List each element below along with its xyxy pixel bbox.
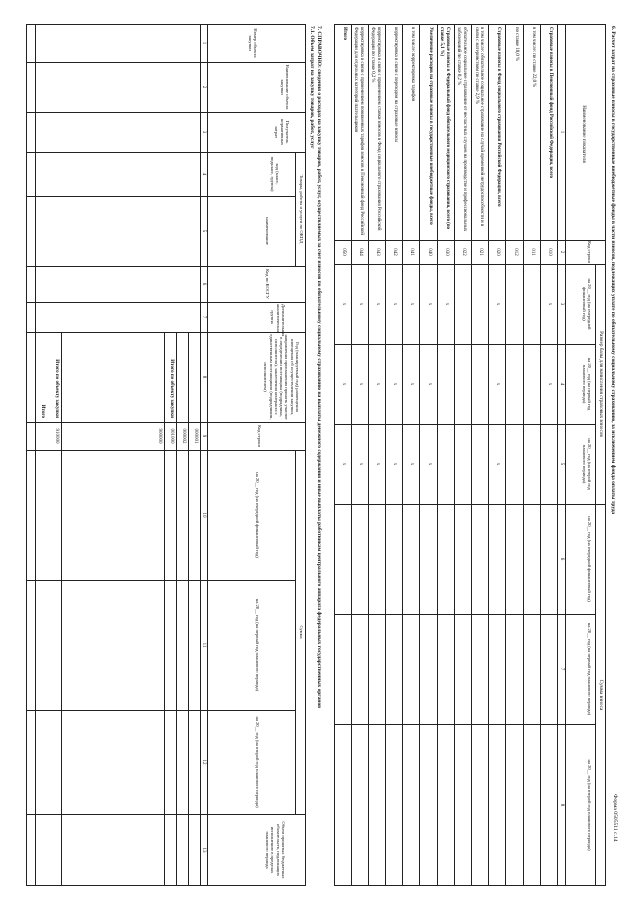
s7-row-code: 900000 (157, 428, 162, 444)
s6-row-name: корректировка в связи с применением пониженных тарифов взносов в Пенсионный фонд Российской Федерации для отдельных категорий плательщиков (353, 27, 364, 235)
s6-x-mark: х (357, 302, 363, 306)
s7-year-first: на 20__ год (на первый год планового периода) (255, 598, 260, 692)
s7-col-row-code: Код строки (257, 425, 262, 447)
s6-col-name-header: Наименование показателя (581, 105, 587, 163)
s6-group-rate: Размер базы для начисления страховых взносов (598, 331, 604, 437)
s7-row-code: 001000 (169, 428, 174, 444)
s6-row-name: в том числе: обязательное социальное страхование на случай временной нетрудоспособности и в связи с материнством по ставке 2,9 % (473, 27, 485, 227)
s6-row-name: в том числе: корректировка тарифов (410, 27, 416, 102)
s6-row-name: корректировка в связи с переходом на страховые взносы (393, 27, 399, 143)
s6-row-name: по ставке 10,0 % (513, 27, 519, 61)
s6-colnum: 1 (559, 130, 565, 134)
s7-col-need: Получатель нормативных затрат (274, 118, 290, 146)
s6-row-code: 011 (529, 248, 535, 256)
s7-col-year-plan: Год (планируемый год) размещения извещения об осуществлении закупки, направления приглашения принять участие в определении поставщика (подрядчика, исполнителя), заключения контракта с единственным поставщиком (подрядчиком, исполнителем) (263, 334, 300, 420)
s6-col-code-header: Код строки (587, 241, 592, 263)
s6-colnum: 4 (559, 382, 565, 386)
s6-colnum: 8 (559, 803, 565, 807)
s7-colnum: 1 (201, 41, 207, 45)
s6-x-mark: х (340, 382, 346, 386)
s7-row-code: 000002 (181, 428, 186, 444)
s6-group-sum: Сумма взноса (598, 679, 604, 711)
s6-row-name: в том числе: по ставке 22,0 % (530, 27, 536, 88)
s6-row-name: Страховые взносы в Пенсионный фонд Российской Федерации, всего (548, 27, 553, 178)
s7-colnum: 5 (201, 229, 207, 233)
s6-x-mark: х (547, 382, 552, 386)
s6-x-mark: х (392, 382, 398, 386)
s6-row-name: Итого (341, 27, 347, 40)
s7-colnum: 11 (201, 642, 207, 648)
s6-x-mark: х (392, 302, 398, 306)
s6-x-mark: х (375, 462, 380, 466)
form-code: Форма 0505511 с.14 (612, 794, 618, 842)
s6-row-code: 050 (340, 248, 346, 256)
s6-colnum: 5 (559, 462, 565, 466)
s6-row-code: 021 (478, 248, 484, 256)
s6-colnum: 7 (559, 667, 565, 671)
s7-colnum: 3 (201, 130, 207, 134)
s7-row-code: 000001 (193, 428, 198, 444)
s6-row-name: Увеличение расходов на страховые взносы в государственные внебюджетные фонды, всего (427, 27, 433, 225)
s6-row-code: 022 (461, 248, 466, 256)
s7-col-name-okpd: наименование (265, 217, 270, 245)
s7-total-label: Итого (40, 404, 45, 418)
s6-row-code: 043 (375, 248, 380, 256)
s6-x-mark: х (409, 302, 415, 306)
s6-year-second-1: на 20__ год (на второй год планового периода) (581, 438, 592, 490)
s6-x-mark: х (409, 382, 415, 386)
s7-col-obj-name: Наименование объекта закупки (279, 64, 290, 110)
section7-title: 7. СПРАВОЧНО: сведения о расходах на закупку товаров, работ, услуг, осуществляемых за счет взносов по обязательному социальному страхованию на выплаты денежного содержания и иные выплаты работникам центрального аппарата федеральных государственных органов (316, 26, 322, 709)
s7-total-label: Итого по объекту закупки (54, 359, 59, 418)
s7-col-extra-budget: Объем принятых бюджетных обязательств, подлежащих исполнению в пределах планового периода (265, 821, 286, 879)
s6-x-mark: х (495, 302, 501, 306)
s6-row-code: 042 (392, 248, 398, 256)
s7-col-code-okpd: код (класс, подкласс, группа) (269, 156, 280, 192)
s6-year-first-2: на 20__ год (на первый год планового периода) (587, 622, 592, 716)
s7-colnum: 8 (201, 375, 207, 379)
s6-x-mark: х (426, 462, 432, 466)
s7-colnum: 10 (201, 512, 207, 518)
s6-year-cur-1: на 20__ год (на очередной финансовый год) (581, 278, 592, 330)
s6-x-mark: х (547, 302, 552, 306)
s7-col-extra: Дополнительная аналитическая группа (270, 304, 286, 337)
s7-colnum: 7 (201, 315, 207, 319)
section7-subtitle: 7.1. Объем затрат на закупку товаров, работ, услуг (309, 26, 315, 149)
s7-colnum: 2 (201, 85, 207, 89)
s6-year-second-2: на 20__ год (на второй год планового периода) (587, 759, 592, 851)
s7-group-goods: Товары, работы и услуги по ОКПД (299, 174, 304, 244)
s7-col-obj-number: Номер объекта закупки (247, 28, 258, 58)
s7-colnum: 13 (201, 847, 207, 853)
s6-row-name: Страховые взносы в Фонд социального страхования Российской Федерации, всего (496, 27, 502, 207)
s6-x-mark: х (340, 302, 346, 306)
s6-x-mark: х (375, 302, 380, 306)
s6-x-mark: х (495, 462, 501, 466)
s6-row-name: Страховые взносы в Федеральный фонд обязательного медицинского страхования, всего (по ставке 5,1 %) (439, 27, 450, 229)
s6-x-mark: х (357, 462, 363, 466)
s6-colnum: 2 (559, 250, 565, 254)
s6-row-name: корректировка в связи с применением ставки взносов в Фонд социального страхования Российской Федерации по ставке 0,2 % (370, 27, 381, 231)
s6-row-code: 020 (495, 248, 501, 256)
section6-title: 6. Расчет затрат на страховые взносы в государственные внебюджетные фонды в части взносов, подлежащих уплате по обязательному социальному страхованию, за исключением фонда оплаты труда (610, 26, 616, 515)
s7-colnum: 12 (201, 759, 207, 765)
s6-row-name: обязательное социальное страхование от несчастных случаев на производстве и профессиональных заболеваний по ставке 0,2 % (456, 27, 467, 232)
s6-x-mark: х (495, 382, 501, 386)
s6-x-mark: х (340, 462, 346, 466)
s6-x-mark: х (409, 462, 415, 466)
s7-colnum: 6 (201, 282, 207, 286)
s6-x-mark: х (426, 302, 432, 306)
s6-row-code: 012 (512, 248, 518, 256)
s7-colnum: 9 (201, 434, 207, 438)
s6-x-mark: х (392, 462, 398, 466)
s7-total-label: Итого по объекту закупки (169, 359, 174, 418)
s7-year-cur: на 20__ год (на очередной финансовый год) (255, 472, 260, 558)
s6-row-code: 030 (443, 248, 449, 256)
s7-year-second: на 20__ год (на второй год планового периода) (255, 716, 260, 808)
s6-row-code: 044 (357, 248, 363, 256)
s6-row-code: 040 (426, 248, 432, 256)
s6-row-code: 041 (409, 248, 415, 256)
s6-colnum: 6 (559, 557, 565, 561)
s7-colnum: 4 (201, 172, 207, 176)
s6-x-mark: х (357, 382, 363, 386)
s6-x-mark: х (426, 382, 432, 386)
s7-col-kosgu: Код по КОСГУ (265, 269, 270, 299)
rotated-form-sheet (22, 14, 622, 894)
s6-row-code: 010 (547, 248, 552, 256)
s6-colnum: 3 (559, 302, 565, 306)
s6-year-first-1: на 20__ год (на первый год планового периода) (581, 357, 592, 411)
s7-group-sum: Сумма (299, 625, 304, 639)
s6-year-cur-2: на 20__ год (на очередной финансовый год) (587, 516, 592, 602)
s7-row-code: 910000 (54, 428, 59, 444)
s6-x-mark: х (375, 382, 380, 386)
s6-x-mark: х (443, 302, 449, 306)
